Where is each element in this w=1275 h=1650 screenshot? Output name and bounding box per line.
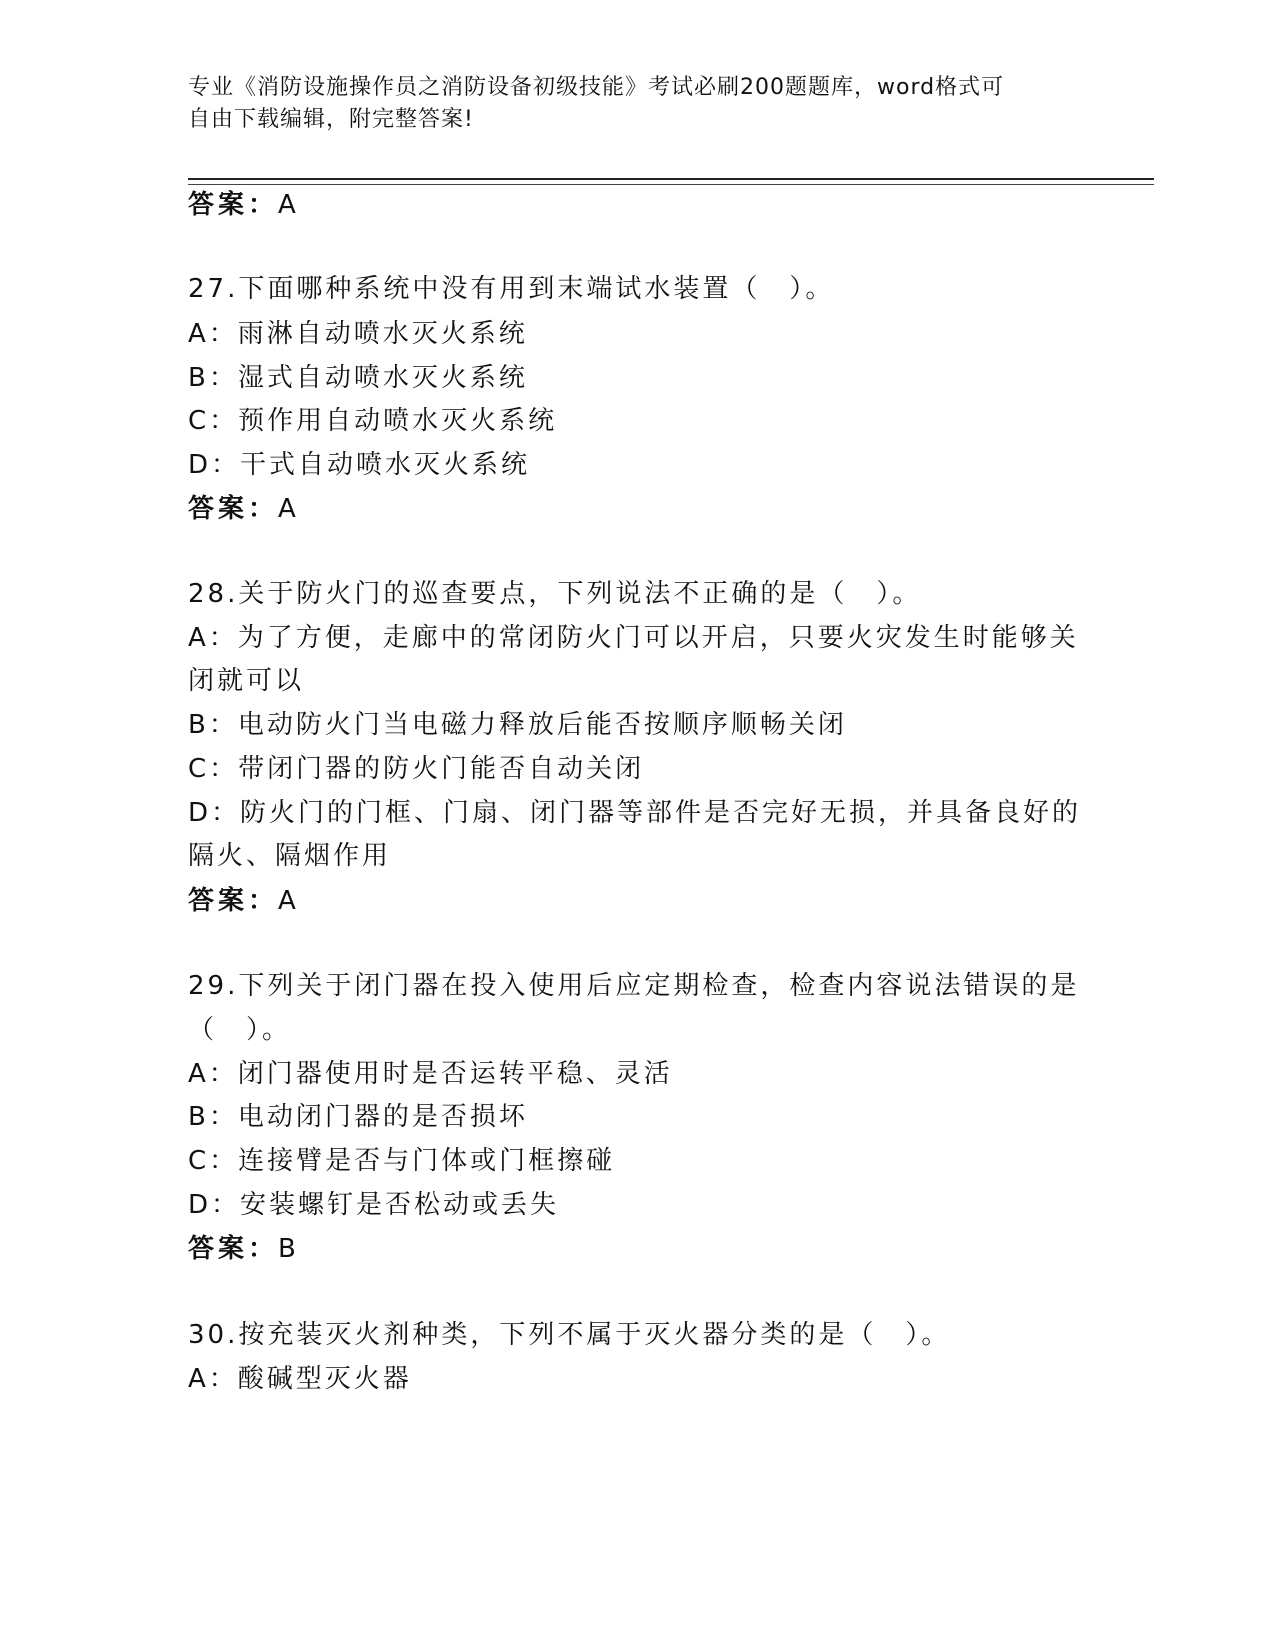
question-option: B：电动闭门器的是否损坏	[188, 1102, 528, 1132]
answer-label: 答案：	[188, 1234, 279, 1264]
answer-value: A	[278, 886, 298, 916]
answer-line	[188, 1231, 298, 1267]
question-option: A：酸碱型灭火器	[188, 1364, 412, 1394]
header-divider-thin	[188, 184, 1154, 185]
answer-value: A	[278, 494, 298, 524]
answer-label: 答案：	[188, 494, 279, 524]
question-option: C：带闭门器的防火门能否自动关闭	[188, 754, 645, 784]
question-option: D：防火门的门框、门扇、闭门器等部件是否完好无损，并具备良好的	[188, 798, 1082, 828]
question-option: A：闭门器使用时是否运转平稳、灵活	[188, 1059, 673, 1089]
question-option: B：电动防火门当电磁力释放后能否按顺序顺畅关闭	[188, 710, 847, 740]
question-stem: 27.下面哪种系统中没有用到末端试水装置（ ）。	[188, 274, 835, 304]
question-option: C：连接臂是否与门体或门框擦碰	[188, 1146, 616, 1176]
question-stem-continued: （ ）。	[188, 1015, 292, 1045]
answer-value: A	[278, 190, 298, 220]
answer-line	[188, 187, 298, 223]
question-option: B：湿式自动喷水灭火系统	[188, 363, 528, 393]
header-divider-thick	[188, 178, 1154, 180]
question-option: A：雨淋自动喷水灭火系统	[188, 319, 528, 349]
question-option: A：为了方便，走廊中的常闭防火门可以开启，只要火灾发生时能够关	[188, 623, 1079, 653]
question-option-continued: 隔火、隔烟作用	[188, 841, 392, 871]
answer-value: B	[278, 1234, 298, 1264]
question-stem: 28.关于防火门的巡查要点，下列说法不正确的是（ ）。	[188, 579, 922, 609]
question-option: C：预作用自动喷水灭火系统	[188, 406, 558, 436]
answer-line	[188, 883, 298, 919]
answer-line	[188, 491, 298, 527]
question-stem: 29.下列关于闭门器在投入使用后应定期检查，检查内容说法错误的是	[188, 971, 1080, 1001]
header-line-2: 自由下载编辑，附完整答案!	[188, 107, 474, 132]
header-line-1: 专业《消防设施操作员之消防设备初级技能》考试必刷200题题库，word格式可	[188, 75, 1005, 100]
document-header	[188, 72, 1088, 136]
question-option-continued: 闭就可以	[188, 666, 305, 696]
answer-label: 答案：	[188, 190, 279, 220]
answer-label: 答案：	[188, 886, 279, 916]
question-option: D：安装螺钉是否松动或丢失	[188, 1190, 560, 1220]
question-option: D：干式自动喷水灭火系统	[188, 450, 531, 480]
question-stem: 30.按充装灭火剂种类，下列不属于灭火器分类的是（ ）。	[188, 1320, 951, 1350]
